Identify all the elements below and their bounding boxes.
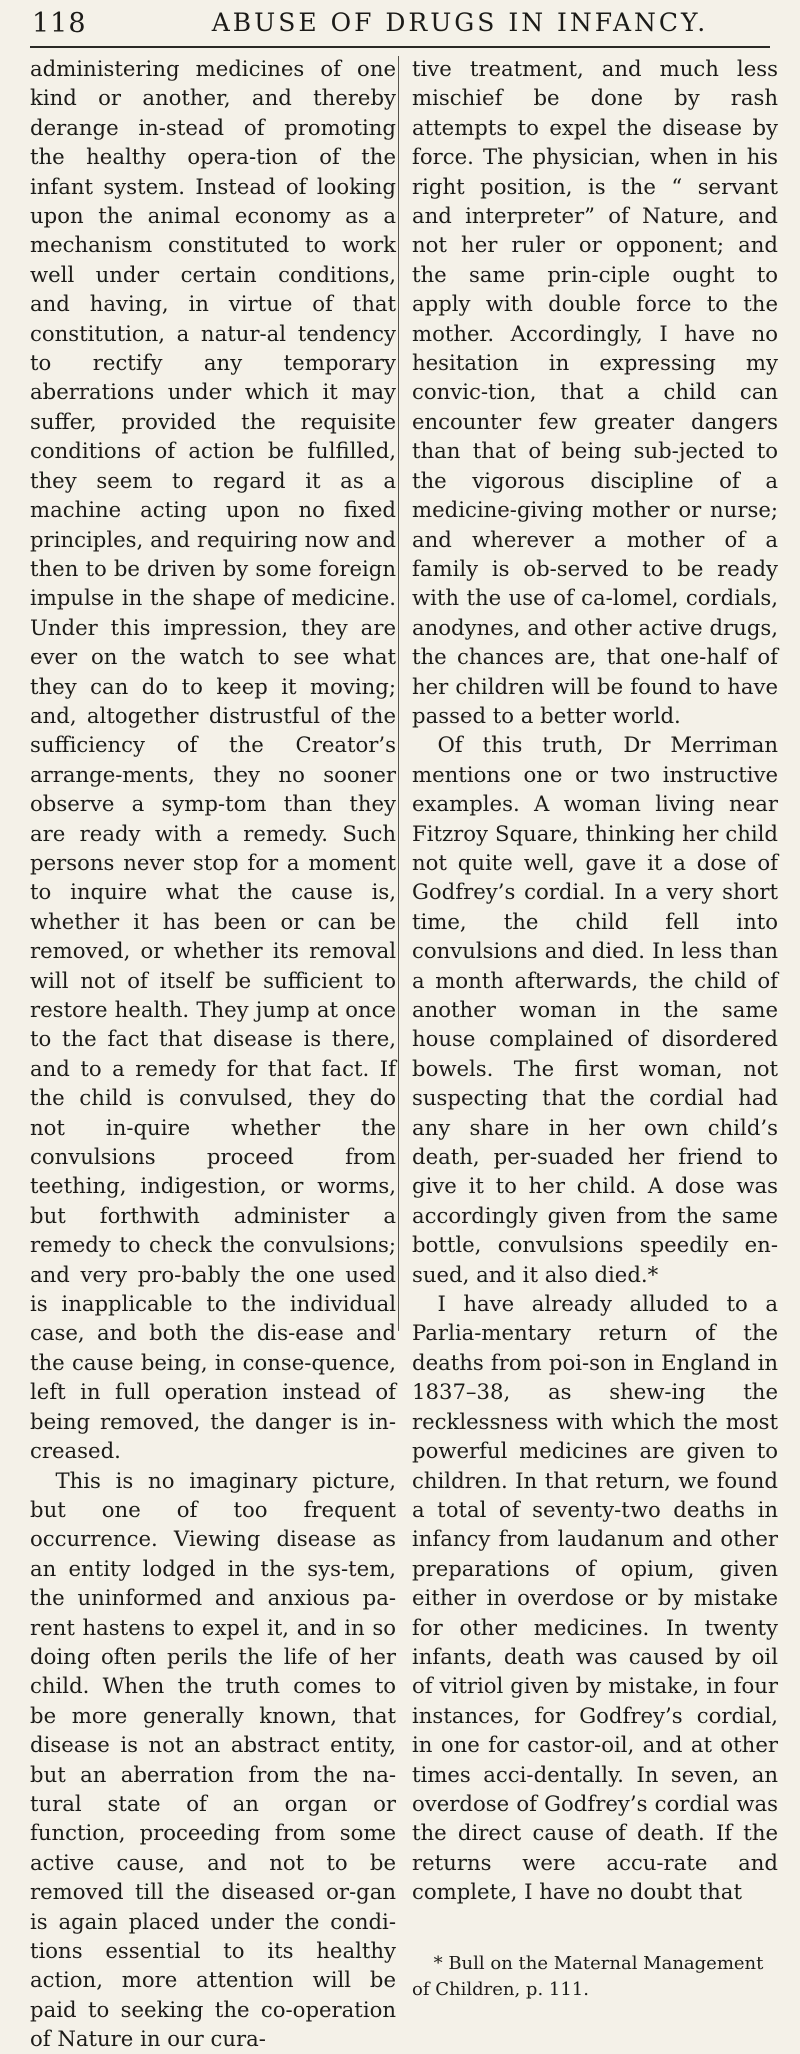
left-column (30, 54, 396, 2054)
column-divider (398, 56, 399, 1331)
paragraph: This is no imaginary picture, but one of too frequent occurrence. Viewing disease as an entity lodged in the sys-tem, the uninformed and anxious pa-rent hastens to expel it, and in so doing often perils the life of her child. When the truth comes to be more generally known, that disease is not an abstract entity, but an aberration from the na-tural state of an organ or function, proceeding from some active cause, and not to be removed till the diseased or-gan is again placed under the condi-tions essential to its healthy action, more attention will be paid to seeking the co-operation of Nature in our cura- (30, 1467, 396, 2052)
running-head: ABUSE OF DRUGS IN INFANCY. (211, 8, 709, 37)
paragraph: Of this truth, Dr Merriman mentions one or two instructive examples. A woman living near Fitzroy Square, thinking her child not quite well, gave it a dose of Godfrey’s cordial. In a very short time, the child fell into convulsions and died. In less than a month afterwards, the child of another woman in the same house complained of disordered bowels. The first woman, not suspecting that the cordial had any share in her own child’s death, per-suaded her friend to give it to her child. A dose was accordingly given from the same bottle, convulsions speedily en-sued, and it also died.* (412, 732, 778, 1287)
header-rule (30, 46, 770, 48)
paragraph: tive treatment, and much less mischief be done by rash attempts to expel the disease by force. The physician, when in his right position, is the “ servant and interpreter” of Nature, and not her ruler or opponent; and the same prin-ciple ought to apply with double force to the mother. Accordingly, I have no hesitation in expressing my convic-tion, that a child can encounter few greater dangers than that of being sub-jected to the vigorous discipline of a medicine-giving mother or nurse; and wherever a mother of a family is ob-served to be ready with the use of ca-lomel, cordials, anodynes, and other active drugs, the chances are, that one-half of her children will be found to have passed to a better world. (412, 56, 778, 728)
paragraph: I have already alluded to a Parlia-mentary return of the deaths from poi-son in England in 1837–38, as shew-ing the recklessness with which the most powerful medicines are given to children. In that return, we found a total of seventy-two deaths in infancy from laudanum and other preparations of opium, given either in overdose or by mistake for other medicines. In twenty infants, death was caused by oil of vitriol given by mistake, in four instances, for Godfrey’s cordial, in one for castor-oil, and at other times acci-dentally. In seven, an overdose of Godfrey’s cordial was the direct cause of death. If the returns were accu-rate and complete, I have no doubt that (412, 1291, 778, 1905)
right-column (412, 54, 778, 2003)
footnote (412, 1951, 778, 2003)
page-header (30, 2, 770, 48)
page-number: 118 (32, 8, 87, 39)
paragraph: administering medicines of one kind or another, and thereby derange in-stead of promoting the healthy opera-tion of the infant system. Instead of looking upon the animal economy as a mechanism constituted to work well under certain conditions, and having, in virtue of that constitution, a natur-al tendency to rectify any temporary aberrations under which it may suffer, provided the requisite conditions of action be fulfilled, they seem to regard it as a machine acting upon no fixed principles, and requiring now and then to be driven by some foreign impulse in the shape of medicine. Under this impression, they are ever on the watch to see what they can do to keep it moving; and, altogether distrustful of the sufficiency of the Creator’s arrange-ments, they no sooner observe a symp-tom than they are ready with a remedy. Such persons never stop for a moment to inquire what the cause is, whether it has been or can be removed, or whether its removal will not of itself be sufficient to restore health. They jump at once to the fact that disease is there, and to a remedy for that fact. If the child is convulsed, they do not in-quire whether the convulsions proceed from teething, indigestion, or worms, but forthwith administer a remedy to check the convulsions; and very pro-bably the one used is inapplicable to the individual case, and both the dis-ease and the cause being, in conse-quence, left in full operation instead of being removed, the danger is in-creased. (30, 56, 396, 1464)
footnote-text: * Bull on the Maternal Management of Children, p. 111. (412, 1952, 764, 2000)
